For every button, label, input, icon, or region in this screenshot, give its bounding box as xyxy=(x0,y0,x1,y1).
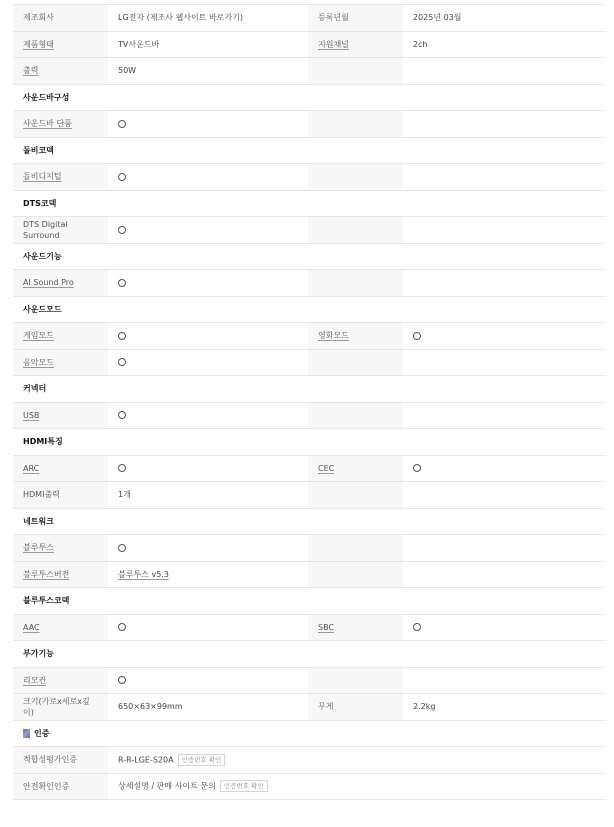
spec-label-text[interactable]: 블루투스버전 xyxy=(23,569,70,579)
spec-label[interactable] xyxy=(13,270,108,297)
cert-check-button[interactable]: 인증번호 확인 xyxy=(220,780,268,792)
section-title-text: 커넥터 xyxy=(23,384,47,394)
spec-value xyxy=(108,455,308,482)
supported-mark-icon xyxy=(118,676,126,684)
section-title xyxy=(13,508,605,535)
spec-label[interactable] xyxy=(13,402,108,429)
section-title-text: 사운드바구성 xyxy=(23,92,70,102)
spec-label[interactable] xyxy=(308,455,403,482)
section-row xyxy=(13,137,605,164)
spec-label-text: 무게 xyxy=(318,702,334,712)
cert-value-text: 상세설명 / 판매 사이트 문의 xyxy=(118,781,216,791)
spec-row xyxy=(13,455,605,482)
spec-label-text[interactable]: 게임모드 xyxy=(23,331,54,341)
section-row xyxy=(13,296,605,323)
section-title-text: 부가기능 xyxy=(23,649,54,659)
spec-value xyxy=(403,482,605,509)
section-title xyxy=(13,376,605,403)
spec-label-text: DTS Digital Surround xyxy=(23,219,68,240)
section-row xyxy=(13,429,605,456)
spec-label-text[interactable]: 블루투스 xyxy=(23,543,54,553)
spec-value-text: 50W xyxy=(118,66,137,76)
spec-value xyxy=(403,455,605,482)
spec-value xyxy=(403,5,605,32)
spec-label[interactable] xyxy=(13,614,108,641)
spec-label xyxy=(13,694,108,721)
cert-label: 적합성평가인증 xyxy=(13,747,108,774)
spec-label-text[interactable]: 지원채널 xyxy=(318,39,349,49)
section-title-text: 네트워크 xyxy=(23,516,54,526)
spec-label xyxy=(308,482,403,509)
spec-label-text[interactable]: 사운드바 단품 xyxy=(23,119,72,129)
spec-label[interactable] xyxy=(13,455,108,482)
spec-label[interactable] xyxy=(13,561,108,588)
cert-value xyxy=(108,747,605,774)
spec-label-text[interactable]: 돌비디지털 xyxy=(23,172,62,182)
spec-value xyxy=(108,164,308,191)
spec-label-text: 등록년월 xyxy=(318,13,349,23)
spec-label xyxy=(308,667,403,694)
spec-label[interactable] xyxy=(13,535,108,562)
section-row xyxy=(13,720,605,747)
cert-label: 안전확인인증 xyxy=(13,773,108,800)
spec-value xyxy=(108,270,308,297)
section-row xyxy=(13,588,605,615)
spec-value-text: LG전자 (제조사 웹사이트 바로가기) xyxy=(118,13,243,23)
section-title-text: HDMI특징 xyxy=(23,437,63,447)
section-title xyxy=(13,84,605,111)
spec-value xyxy=(108,667,308,694)
spec-label[interactable] xyxy=(13,164,108,191)
spec-value xyxy=(403,694,605,721)
section-title-text: 인증 xyxy=(34,728,50,738)
supported-mark-icon xyxy=(118,120,126,128)
spec-label xyxy=(308,694,403,721)
spec-label[interactable] xyxy=(13,111,108,138)
spec-value xyxy=(403,31,605,58)
spec-label-text[interactable]: CEC xyxy=(318,463,335,473)
spec-label-text[interactable]: ARC xyxy=(23,463,40,473)
spec-label[interactable] xyxy=(308,31,403,58)
supported-mark-icon xyxy=(118,358,126,366)
section-row xyxy=(13,641,605,668)
spec-label xyxy=(13,217,108,244)
spec-value xyxy=(108,58,308,85)
spec-label xyxy=(308,270,403,297)
spec-value xyxy=(403,535,605,562)
supported-mark-icon xyxy=(118,544,126,552)
spec-value xyxy=(108,482,308,509)
spec-row xyxy=(13,561,605,588)
spec-label-text[interactable]: 리모컨 xyxy=(23,675,47,685)
spec-label xyxy=(13,5,108,32)
spec-label xyxy=(308,164,403,191)
spec-row xyxy=(13,31,605,58)
section-row xyxy=(13,508,605,535)
spec-value xyxy=(403,164,605,191)
section-title-text: 사운드모드 xyxy=(23,304,62,314)
supported-mark-icon xyxy=(413,623,421,631)
section-row xyxy=(13,243,605,270)
spec-row xyxy=(13,323,605,350)
spec-label xyxy=(308,5,403,32)
spec-value-text: TV사운드바 xyxy=(118,39,160,49)
supported-mark-icon xyxy=(413,464,421,472)
cert-flag-icon xyxy=(23,729,30,738)
spec-label xyxy=(308,349,403,376)
spec-label[interactable] xyxy=(308,323,403,350)
section-title xyxy=(13,137,605,164)
spec-label-text[interactable]: 음악모드 xyxy=(23,357,54,367)
spec-label xyxy=(308,535,403,562)
supported-mark-icon xyxy=(118,279,126,287)
spec-label xyxy=(308,58,403,85)
section-row xyxy=(13,376,605,403)
spec-label xyxy=(308,111,403,138)
spec-value-text: 2.2kg xyxy=(413,702,436,712)
section-title xyxy=(13,243,605,270)
spec-label xyxy=(13,482,108,509)
spec-value xyxy=(108,217,308,244)
spec-row xyxy=(13,694,605,721)
spec-label-text[interactable]: 제품형태 xyxy=(23,39,54,49)
section-row xyxy=(13,84,605,111)
spec-value xyxy=(108,694,308,721)
section-title-text: 돌비코덱 xyxy=(23,145,54,155)
supported-mark-icon xyxy=(118,226,126,234)
spec-label xyxy=(308,402,403,429)
spec-value xyxy=(403,217,605,244)
spec-label-text: 크기(가로x세로x깊이) xyxy=(23,696,90,717)
spec-row xyxy=(13,535,605,562)
spec-row xyxy=(13,111,605,138)
spec-value xyxy=(108,614,308,641)
spec-label[interactable] xyxy=(308,614,403,641)
supported-mark-icon xyxy=(118,411,126,419)
spec-value-text: 650×63×99mm xyxy=(118,702,183,712)
section-title xyxy=(13,296,605,323)
spec-value xyxy=(403,111,605,138)
spec-row xyxy=(13,482,605,509)
spec-value xyxy=(108,111,308,138)
section-row xyxy=(13,190,605,217)
spec-value xyxy=(108,402,308,429)
spec-row xyxy=(13,270,605,297)
section-title-text: 블루투스코덱 xyxy=(23,596,70,606)
supported-mark-icon xyxy=(118,173,126,181)
section-title xyxy=(13,190,605,217)
spec-label-text[interactable]: AI Sound Pro xyxy=(23,278,74,288)
spec-label-text: 제조회사 xyxy=(23,13,54,23)
spec-row xyxy=(13,773,605,800)
spec-value xyxy=(108,535,308,562)
cert-check-button[interactable]: 인증번호 확인 xyxy=(178,754,226,766)
section-title xyxy=(13,588,605,615)
spec-row xyxy=(13,164,605,191)
supported-mark-icon xyxy=(118,332,126,340)
spec-row xyxy=(13,614,605,641)
spec-value-text[interactable]: 블루투스 v5.3 xyxy=(118,569,169,579)
spec-label[interactable] xyxy=(13,667,108,694)
cert-value xyxy=(108,773,605,800)
cert-value-text: R-R-LGE-S20A xyxy=(118,755,174,765)
spec-label[interactable] xyxy=(13,58,108,85)
spec-value xyxy=(108,31,308,58)
spec-label-text[interactable]: AAC xyxy=(23,622,40,632)
spec-label-text[interactable]: USB xyxy=(23,410,40,420)
spec-row xyxy=(13,5,605,32)
spec-row xyxy=(13,58,605,85)
spec-value-text: 2ch xyxy=(413,39,428,49)
spec-label-text[interactable]: 출력 xyxy=(23,66,39,76)
spec-row xyxy=(13,402,605,429)
spec-value xyxy=(403,667,605,694)
spec-value xyxy=(403,323,605,350)
supported-mark-icon xyxy=(413,332,421,340)
spec-value-text: 1개 xyxy=(118,490,131,500)
spec-value xyxy=(403,402,605,429)
supported-mark-icon xyxy=(118,464,126,472)
spec-label xyxy=(308,217,403,244)
spec-table xyxy=(13,4,605,800)
spec-row xyxy=(13,667,605,694)
section-title xyxy=(13,720,605,747)
spec-row xyxy=(13,349,605,376)
spec-label[interactable] xyxy=(13,31,108,58)
spec-value[interactable] xyxy=(108,561,308,588)
spec-label-text: HDMI출력 xyxy=(23,490,60,500)
spec-value xyxy=(403,349,605,376)
section-title-text: 사운드기능 xyxy=(23,251,62,261)
spec-label-text[interactable]: SBC xyxy=(318,622,335,632)
spec-label[interactable] xyxy=(13,349,108,376)
spec-row xyxy=(13,217,605,244)
spec-value xyxy=(403,58,605,85)
supported-mark-icon xyxy=(118,623,126,631)
spec-label xyxy=(308,561,403,588)
spec-label[interactable] xyxy=(13,323,108,350)
spec-value xyxy=(108,5,308,32)
spec-value xyxy=(108,323,308,350)
section-title xyxy=(13,641,605,668)
spec-row xyxy=(13,747,605,774)
section-title-text: DTS코덱 xyxy=(23,198,57,208)
spec-label-text[interactable]: 영화모드 xyxy=(318,331,349,341)
spec-value xyxy=(403,270,605,297)
spec-value xyxy=(108,349,308,376)
spec-value xyxy=(403,614,605,641)
spec-value-text: 2025년 03월 xyxy=(413,13,462,23)
section-title xyxy=(13,429,605,456)
spec-value xyxy=(403,561,605,588)
